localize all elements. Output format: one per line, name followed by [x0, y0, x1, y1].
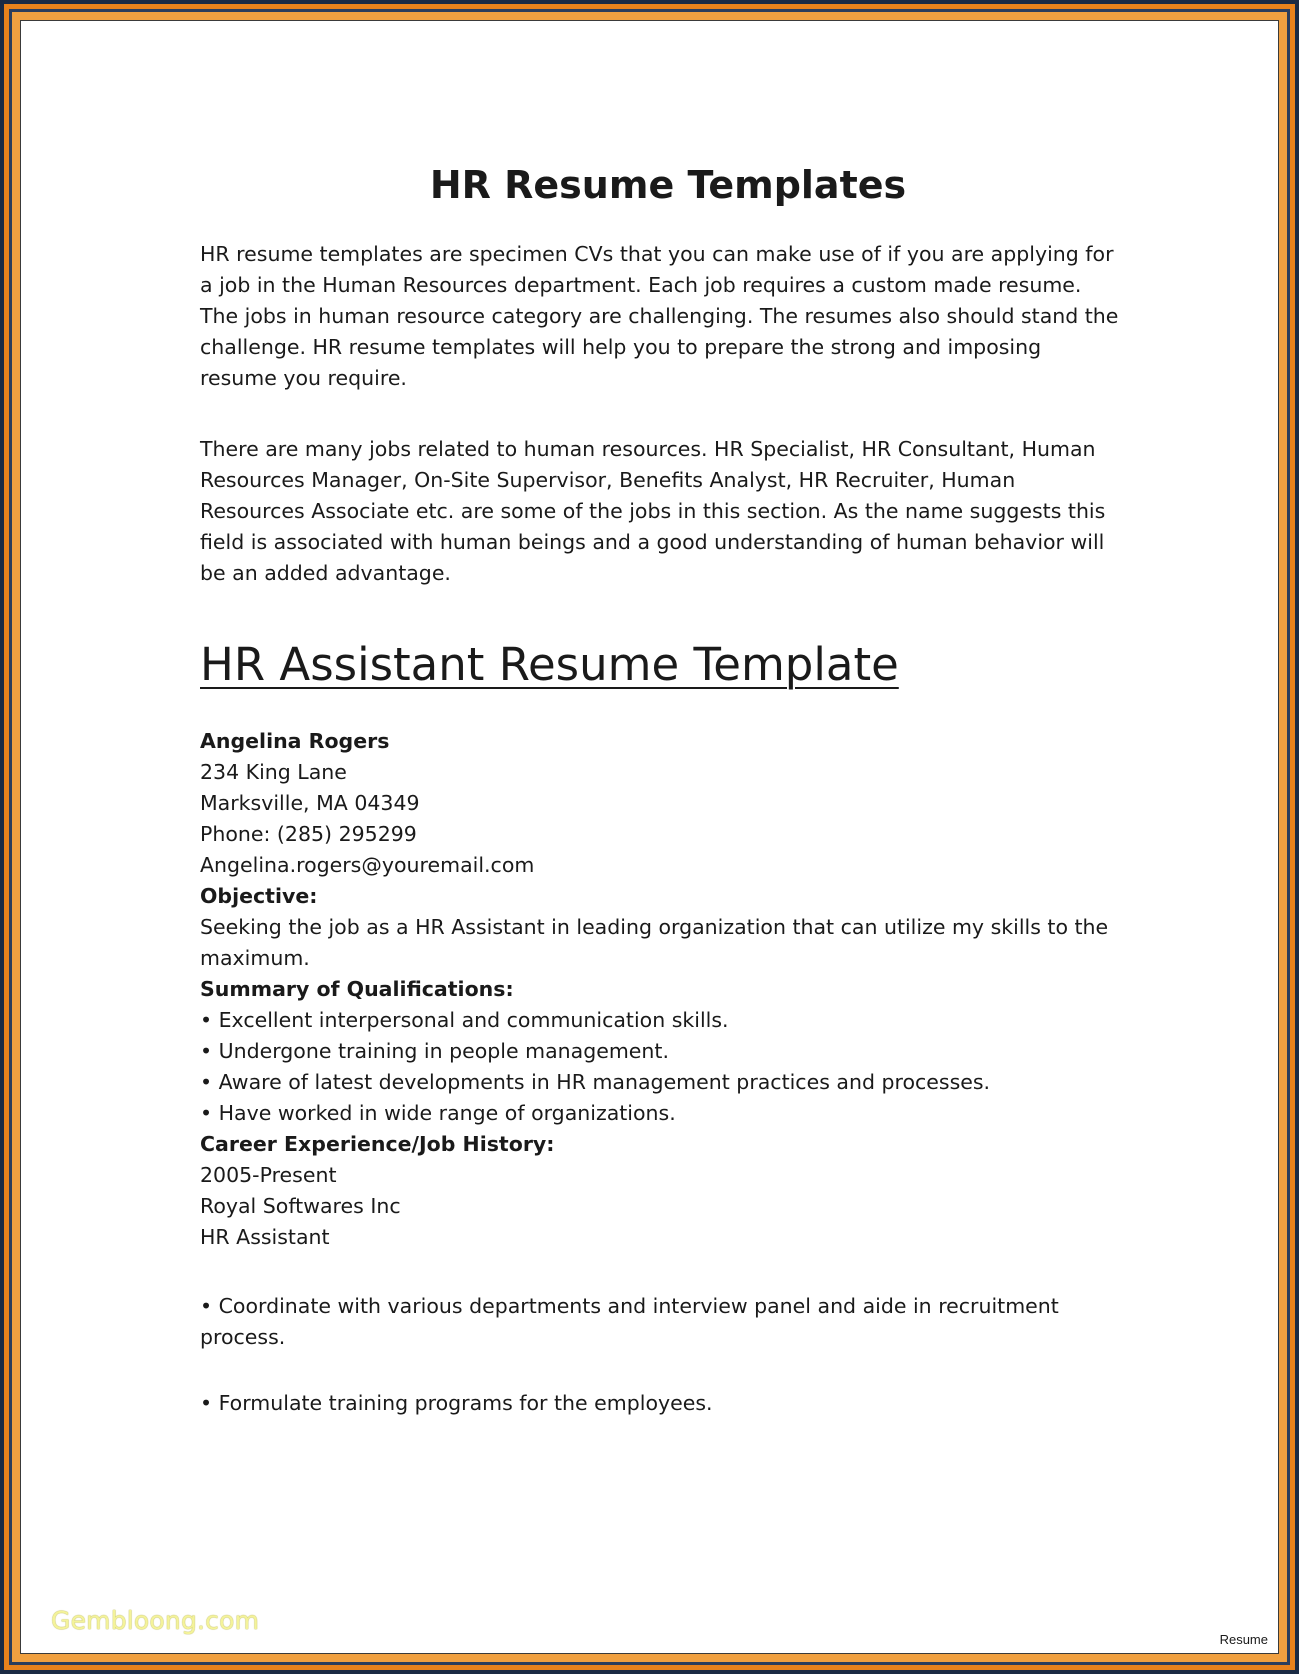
section-title: HR Assistant Resume Template: [200, 638, 899, 691]
career-heading: Career Experience/Job History:: [200, 1132, 555, 1156]
objective-text-line-1: Seeking the job as a HR Assistant in leading organization that can utilize my skills to the: [200, 915, 1109, 939]
duty-item: • Coordinate with various departments and interview panel and aide in recruitment process.: [200, 1291, 1140, 1355]
qualification-item: • Have worked in wide range of organizations.: [200, 1098, 1140, 1129]
resume-template: [200, 726, 1140, 1419]
address-line-2: Marksville, MA 04349: [200, 791, 420, 815]
watermark-text: Gembloong.com: [51, 1606, 260, 1635]
qualification-item: • Aware of latest developments in HR management practices and processes.: [200, 1067, 1140, 1098]
qualification-item: • Undergone training in people management.: [200, 1036, 1140, 1067]
qualification-item: • Excellent interpersonal and communication skills.: [200, 1005, 1140, 1036]
intro-paragraph: HR resume templates are specimen CVs that you can make use of if you are applying for a job in the Human Resources department. Each job requires a custom made resume. The jobs in human resource category are challenging. The resumes also should stand the challenge. HR resume templates will help you to prepare the strong and imposing resume you require.: [200, 242, 1119, 390]
candidate-name: Angelina Rogers: [200, 729, 390, 753]
spacer: [200, 1355, 1140, 1388]
job-position: HR Assistant: [200, 1225, 330, 1249]
objective-text-line-2: maximum.: [200, 946, 310, 970]
document-page: [20, 20, 1279, 1654]
duty-item: • Formulate training programs for the employees.: [200, 1388, 1140, 1419]
jobs-paragraph: There are many jobs related to human resources. HR Specialist, HR Consultant, Human Resources Manager, On-Site Supervisor, Benefits Analyst, HR Recruiter, Human Resources Associate etc. are some of the jobs in this section. As the name suggests this field is associated with human beings and a good understanding of human behavior will be an added advantage.: [200, 437, 1106, 585]
objective-heading: Objective:: [200, 884, 318, 908]
page-title: HR Resume Templates: [429, 163, 907, 207]
spacer: [200, 1253, 1140, 1291]
address-line-1: 234 King Lane: [200, 760, 347, 784]
email-address: Angelina.rogers@youremail.com: [200, 853, 535, 877]
company-name: Royal Softwares Inc: [200, 1194, 401, 1218]
phone-number: Phone: (285) 295299: [200, 822, 417, 846]
employment-period: 2005-Present: [200, 1163, 337, 1187]
footer-label: Resume: [1219, 1632, 1268, 1647]
qualifications-heading: Summary of Qualifications:: [200, 977, 514, 1001]
